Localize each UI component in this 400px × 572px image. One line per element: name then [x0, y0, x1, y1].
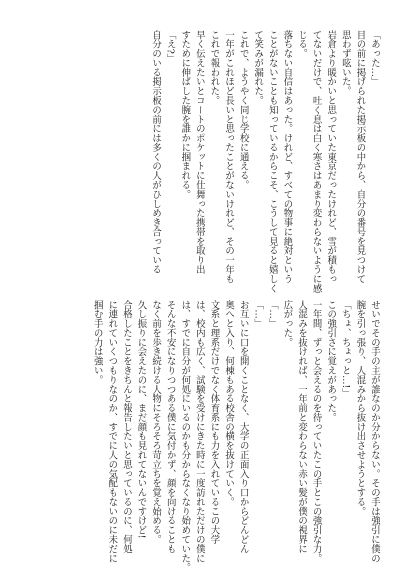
- text-line: 早く伝えたいとコートのポケットに仕舞った携帯を取り出: [193, 30, 205, 275]
- text-line: 「あった…」: [369, 30, 380, 87]
- text-line: 「…」: [252, 300, 264, 329]
- top-text-block: [150, 30, 381, 293]
- text-line: 広がった。: [281, 300, 293, 347]
- text-line: 「…」: [266, 300, 278, 329]
- text-line: てないだけで、吐く息は白く寒さはあまり変わらないように感: [310, 30, 322, 293]
- text-line: 掴む手の力は強い。: [91, 300, 103, 385]
- text-line: じる。: [296, 30, 308, 59]
- text-line: 一年間、ずっと会えるのを待っていたこの手とこの強引な力。: [310, 300, 322, 563]
- text-line: 合格したことをきちんと報告したいと思っているのに、何処: [120, 300, 132, 554]
- text-line: この強引さに覚えがあった。: [325, 300, 337, 423]
- text-line: 人混みを抜ければ、一年前と変わらない赤い髪が僕の視界に: [296, 300, 308, 554]
- text-line: お互いに口を開くことなく、大学の正面入り口からどんどん: [237, 300, 249, 554]
- text-line: 奥へと入り、何棟もある校舎の横を抜けていく。: [223, 300, 235, 507]
- text-line: そんな不安になりつつある僕に気付かず、顔を向けることも: [164, 300, 176, 554]
- text-line: 久し振りに会えたのに、まだ顔も見れてないんですけど!: [135, 300, 147, 539]
- bottom-text-block: [91, 300, 381, 572]
- text-line: 「え?」: [164, 30, 176, 64]
- text-line: これで報われた。: [208, 30, 220, 106]
- text-line: て笑みが漏れた。: [252, 30, 264, 106]
- text-line: なく前を歩き続ける人物にそろそろ苛立ちを覚え始める。: [150, 300, 162, 545]
- text-line: に連れていくつもりなのか、すでに人の気配もないのに未だに: [106, 300, 118, 563]
- text-line: 岩倉より暖かいと思っていた東京だったけれど、雪が積もっ: [325, 30, 337, 284]
- text-line: は、校内も広く、試験を受けにきた時に一度訪れただけの僕に: [193, 300, 205, 563]
- text-line: 腕を引っ張り、人混みから抜け出させようとする。: [354, 300, 366, 516]
- text-line: せいでその手の主が誰なのか分からない。その手は強引に僕の: [369, 300, 380, 563]
- text-line: すために伸ばした腕を誰かに掴まれる。: [179, 30, 191, 200]
- text-line: 「ちょ、ちょっと…!」: [339, 300, 351, 398]
- text-line: 一年がこれほど長いと思ったことがないけれど、その一年も: [223, 30, 235, 284]
- text-line: 自分のいる掲示板の前には多くの人がひしめき合っている: [150, 30, 162, 275]
- text-line: これで、ようやく同じ学校に通える。: [237, 30, 249, 190]
- text-line: 落ちない自信はあった。けれど、すべての物事に絶対という: [281, 30, 293, 284]
- text-line: ことがないことも知っているからこそ、こうして見ると嬉しく: [266, 30, 278, 293]
- text-line: 思わず呟いた。: [339, 30, 351, 96]
- text-line: 目の前に掲げられた掲示板の中から、自分の番号を見つけて: [354, 30, 366, 284]
- text-line: は、すでに自分が何処にいるのかも分からなくなり始めていた。: [179, 300, 191, 572]
- text-line: 文系と理系だけでなく体育系にも力を入れているこの大学: [208, 300, 220, 545]
